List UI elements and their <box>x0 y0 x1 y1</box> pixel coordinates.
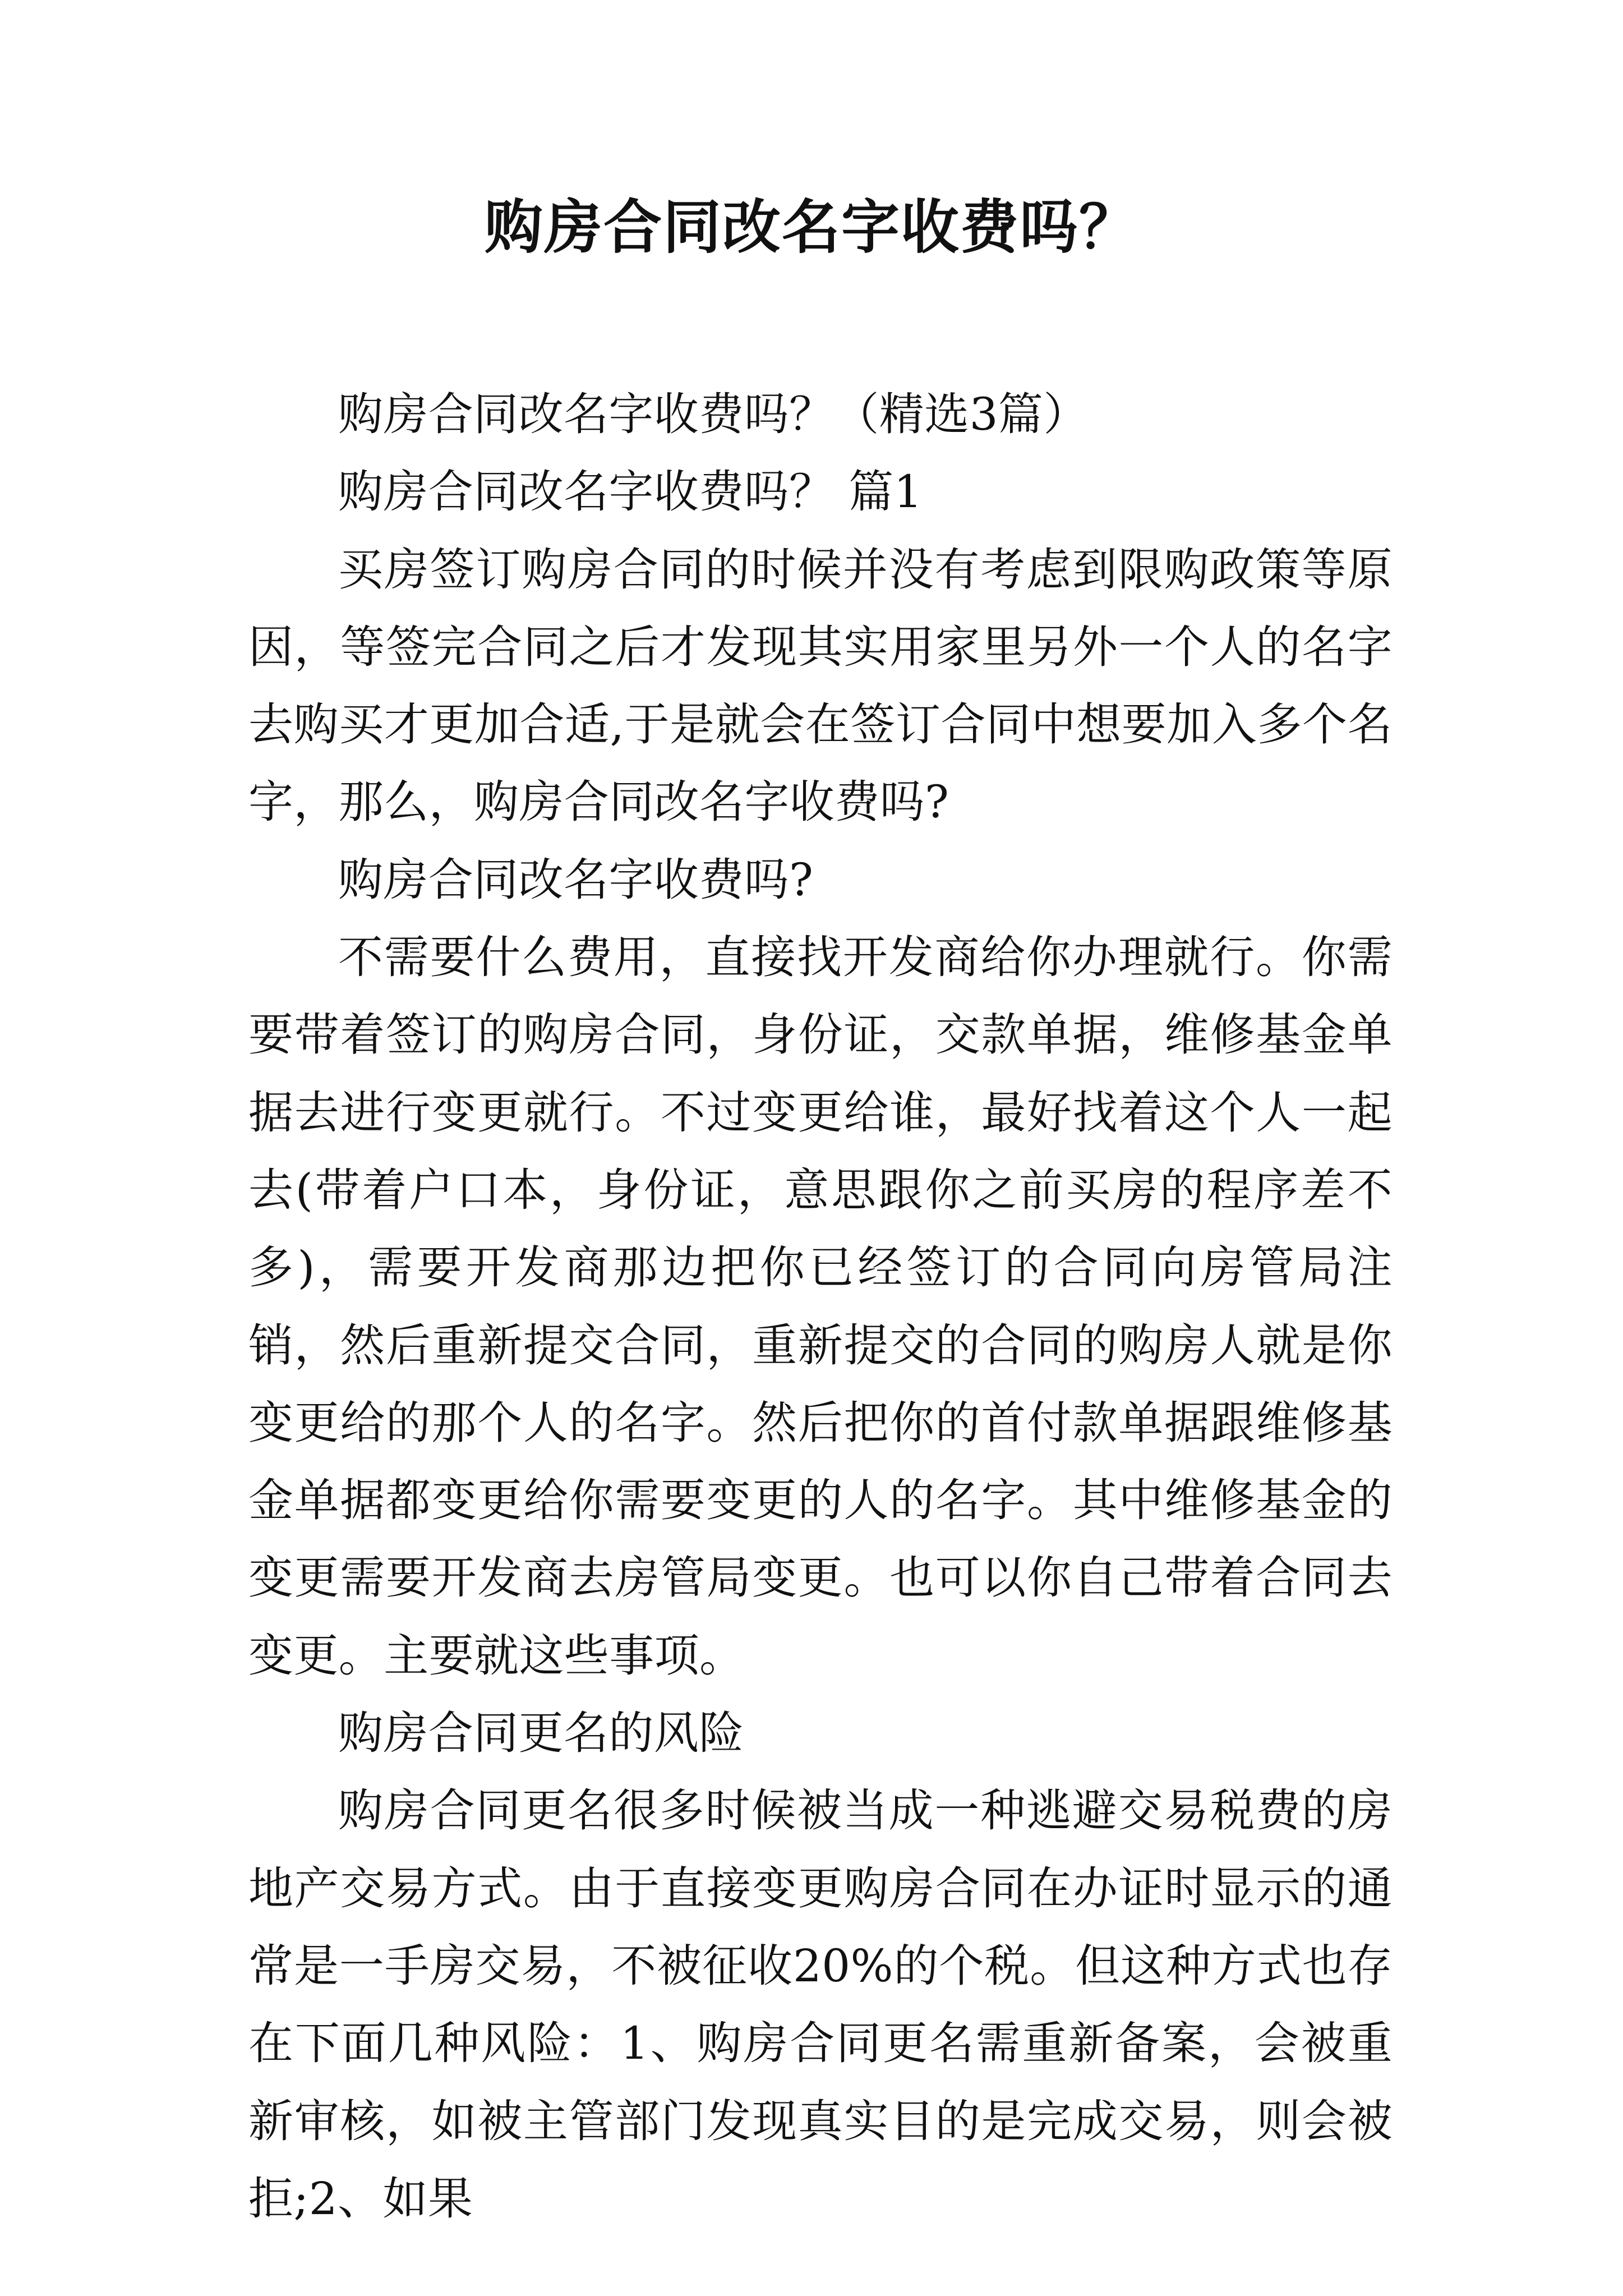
paragraph-risk-body: 购房合同更名很多时候被当成一种逃避交易税费的房地产交易方式。由于直接变更购房合同在办证时显示的通常是一手房交易，不被征收20%的个税。但这种方式也存在下面几种风险：1、购房合同更名需重新备案，会被重新审核，如被主管部门发现真实目的是完成交易，则会被拒;2、如果 <box>248 1784 1393 2225</box>
paragraph-question-heading: 购房合同改名字收费吗? <box>338 853 814 906</box>
paragraph-part-heading: 购房合同改名字收费吗？ 篇1 <box>338 466 923 518</box>
paragraph-collection-heading: 购房合同改名字收费吗？（精选3篇） <box>338 388 1089 440</box>
paragraph-intro: 买房签订购房合同的时候并没有考虑到限购政策等原因，等签完合同之后才发现其实用家里另外一个人的名字去购买才更加合适,于是就会在签订合同中想要加入多个名字，那么，购房合同改名字收费吗? <box>248 543 1393 829</box>
paragraph-answer: 不需要什么费用，直接找开发商给你办理就行。你需要带着签订的购房合同，身份证，交款单据，维修基金单据去进行变更就行。不过变更给谁，最好找着这个人一起去(带着户口本，身份证，意思跟你之前买房的程序差不多)，需要开发商那边把你已经签订的合同向房管局注销，然后重新提交合同，重新提交的合同的购房人就是你变更给的那个人的名字。然后把你的首付款单据跟维修基金单据都变更给你需要变更的人的名字。其中维修基金的变更需要开发商去房管局变更。也可以你自己带着合同去变更。主要就这些事项。 <box>248 931 1393 1682</box>
document-title: 购房合同改名字收费吗？ <box>484 192 1138 261</box>
document-body <box>248 376 1393 2238</box>
paragraph-risk-heading: 购房合同更名的风险 <box>338 1707 744 1760</box>
